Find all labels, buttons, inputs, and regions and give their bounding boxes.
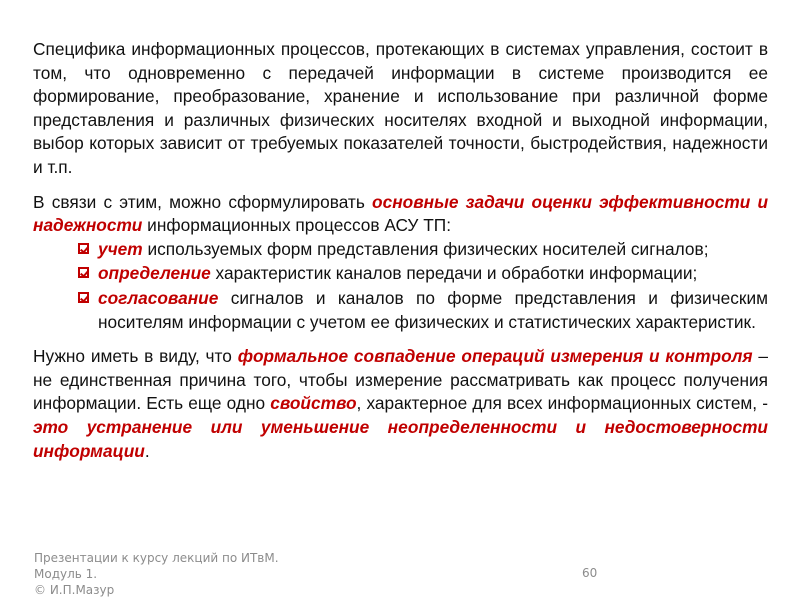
footer-course: Презентации к курсу лекций по ИТвМ.	[34, 551, 279, 565]
conclusion-part3: , характерное для всех информационных систем, -	[356, 393, 768, 414]
tasks-intro-paragraph	[33, 191, 768, 238]
slide-body	[33, 38, 768, 463]
tasks-intro-highlight: основные задачи оценки эффективности и надежности	[33, 191, 769, 236]
conclusion-part2: – не единственная причина того, чтобы измерение рассматривать как процесс получения информации. Есть еще одно	[33, 346, 768, 414]
conclusion-part1: Нужно иметь в виду, что	[33, 346, 238, 367]
list-item	[33, 287, 768, 334]
conclusion-part4: .	[144, 440, 150, 461]
intro-paragraph: Специфика информационных процессов, протекающих в системах управления, состоит в том, что одновременно с передачей информации в системе производится ее формирование, преобразование, хранение и использование при различной форме представления и различных физических носителях входной и выходной информации, выбор которых зависит от требуемых показателей точности, быстродействия, надежности и т.п.	[33, 39, 768, 177]
bullet-text: используемых форм представления физических носителей сигналов;	[142, 238, 709, 259]
bullet-highlight: определение	[98, 263, 211, 284]
checkbox-bullet-icon	[78, 243, 89, 254]
tasks-intro-prefix: В связи с этим, можно сформулировать	[33, 191, 373, 212]
page-number: 60	[582, 566, 598, 580]
conclusion-paragraph	[33, 345, 768, 463]
bullet-text: сигналов и каналов по форме представления и физическим носителям информации с учетом ее физических и статистических характеристик.	[98, 287, 768, 332]
conclusion-highlight1: формальное совпадение операций измерения и контроля	[237, 346, 753, 367]
list-item	[33, 238, 768, 262]
conclusion-highlight2: свойство	[270, 393, 357, 414]
footer-module: Модуль 1.	[34, 567, 98, 581]
conclusion-highlight3: это устранение или уменьшение неопределенности и недостоверности информации	[33, 416, 768, 461]
list-item	[33, 262, 768, 286]
bullet-highlight: учет	[98, 238, 143, 259]
tasks-list	[33, 238, 768, 334]
checkbox-bullet-icon	[78, 267, 89, 278]
slide-footer	[34, 550, 279, 598]
bullet-text: характеристик каналов передачи и обработки информации;	[210, 263, 698, 284]
checkbox-bullet-icon	[78, 292, 89, 303]
bullet-highlight: согласование	[98, 287, 219, 308]
tasks-intro-suffix: информационных процессов АСУ ТП:	[142, 215, 451, 236]
footer-author: © И.П.Мазур	[34, 583, 115, 597]
